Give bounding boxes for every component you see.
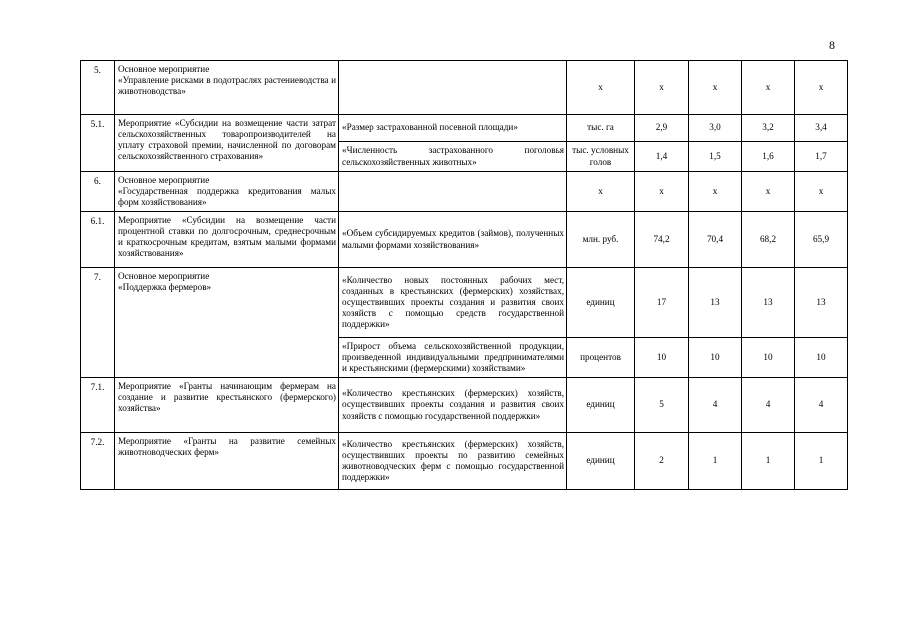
year-value: 4 <box>689 378 742 433</box>
year-value: х <box>742 172 795 212</box>
year-value: 1 <box>689 433 742 490</box>
indicator-name: «Количество новых постоянных рабочих мест, созданных в крестьянских (фермерских) хозяйствах, осуществивших проекты создания и развития своих хозяйств с помощью средств государственной поддержки» <box>339 268 567 338</box>
activity-text: Мероприятие «Субсидии на возмещение части процентной ставки по долгосрочным, среднесрочным и краткосрочным кредитам, взятым малыми формами хозяйствования» <box>118 215 336 259</box>
year-value: 2 <box>635 433 689 490</box>
year-value: 13 <box>689 268 742 338</box>
activity-text: Мероприятие «Гранты на развитие семейных животноводческих ферм» <box>118 436 336 458</box>
year-value: 2,9 <box>635 115 689 142</box>
year-value: 1,4 <box>635 142 689 172</box>
table-row <box>81 115 901 142</box>
year-value: 10 <box>689 338 742 378</box>
row-number: 7.1. <box>81 378 115 433</box>
activity-text: Основное мероприятие <box>118 175 210 185</box>
unit-of-measure: единиц <box>567 268 635 338</box>
activity-text: «Управление рисками в подотраслях растениеводства и животноводства» <box>118 75 336 97</box>
activity-cell <box>115 378 339 433</box>
unit-of-measure: х <box>567 172 635 212</box>
row-number: 5.1. <box>81 115 115 172</box>
indicator-name <box>339 61 567 115</box>
year-value: 17 <box>635 268 689 338</box>
year-value: 3,0 <box>689 115 742 142</box>
year-value: 10 <box>742 338 795 378</box>
activity-text: Основное мероприятие <box>118 64 210 74</box>
unit-of-measure: процентов <box>567 338 635 378</box>
year-value: 5 <box>635 378 689 433</box>
activity-cell <box>115 172 339 212</box>
year-value: 70,4 <box>689 212 742 268</box>
activity-text: «Государственная поддержка кредитования малых форм хозяйствования» <box>118 186 336 208</box>
unit-of-measure: млн. руб. <box>567 212 635 268</box>
indicator-name: «Количество крестьянских (фермерских) хозяйств, осуществивших проекты создания и развития своих хозяйств с помощью государственной поддержки» <box>339 378 567 433</box>
table-row <box>81 172 901 212</box>
table-row <box>81 378 901 433</box>
year-value: 1,6 <box>742 142 795 172</box>
table-row <box>81 433 901 490</box>
unit-of-measure: тыс. условных голов <box>567 142 635 172</box>
year-value: х <box>795 61 848 115</box>
year-value: 1 <box>742 433 795 490</box>
activity-cell <box>115 268 339 378</box>
year-value: х <box>635 172 689 212</box>
activity-text: «Поддержка фермеров» <box>118 282 212 293</box>
indicator-name: «Количество крестьянских (фермерских) хозяйств, осуществивших проекты по развитию семейных животноводческих ферм с помощью государственной поддержки» <box>339 433 567 490</box>
table-body <box>81 61 901 490</box>
year-value: х <box>689 61 742 115</box>
activity-text: Мероприятие «Субсидии на возмещение части затрат сельскохозяйственных товаропроизводителей на уплату страховой премии, начисленной по договорам сельскохозяйственного страхования» <box>118 118 336 162</box>
row-number: 7. <box>81 268 115 378</box>
activity-text: Основное мероприятие <box>118 271 210 281</box>
row-number: 5. <box>81 61 115 115</box>
row-number: 7.2. <box>81 433 115 490</box>
year-value: 3,4 <box>795 115 848 142</box>
year-value: 3,2 <box>742 115 795 142</box>
year-value: х <box>689 172 742 212</box>
table-row <box>81 212 901 268</box>
activity-cell <box>115 212 339 268</box>
activity-cell <box>115 115 339 172</box>
year-value: х <box>742 61 795 115</box>
indicator-name: «Численность застрахованного поголовья сельскохозяйственных животных» <box>339 142 567 172</box>
page-number: 8 <box>829 38 835 52</box>
table-row <box>81 268 901 338</box>
unit-of-measure: х <box>567 61 635 115</box>
year-value: х <box>635 61 689 115</box>
year-value: 4 <box>742 378 795 433</box>
unit-of-measure: единиц <box>567 433 635 490</box>
year-value: 1 <box>795 433 848 490</box>
activity-cell <box>115 61 339 115</box>
year-value: 10 <box>635 338 689 378</box>
table-row <box>81 61 901 115</box>
unit-of-measure: единиц <box>567 378 635 433</box>
activity-cell <box>115 433 339 490</box>
program-indicators-table <box>80 60 901 490</box>
indicator-name: «Объем субсидируемых кредитов (займов), полученных малыми формами хозяйствования» <box>339 212 567 268</box>
year-value: 10 <box>795 338 848 378</box>
year-value: 13 <box>795 268 848 338</box>
indicator-name: «Размер застрахованной посевной площади» <box>339 115 567 142</box>
year-value: 65,9 <box>795 212 848 268</box>
indicator-name: «Прирост объема сельскохозяйственной продукции, произведенной индивидуальными предпринимателями и крестьянскими (фермерскими) хозяйствами» <box>339 338 567 378</box>
year-value: 74,2 <box>635 212 689 268</box>
indicator-name <box>339 172 567 212</box>
row-number: 6. <box>81 172 115 212</box>
year-value: х <box>795 172 848 212</box>
row-number: 6.1. <box>81 212 115 268</box>
unit-of-measure: тыс. га <box>567 115 635 142</box>
year-value: 1,7 <box>795 142 848 172</box>
activity-text: Мероприятие «Гранты начинающим фермерам на создание и развитие крестьянского (фермерского) хозяйства» <box>118 381 336 414</box>
year-value: 1,5 <box>689 142 742 172</box>
year-value: 68,2 <box>742 212 795 268</box>
year-value: 4 <box>795 378 848 433</box>
year-value: 13 <box>742 268 795 338</box>
